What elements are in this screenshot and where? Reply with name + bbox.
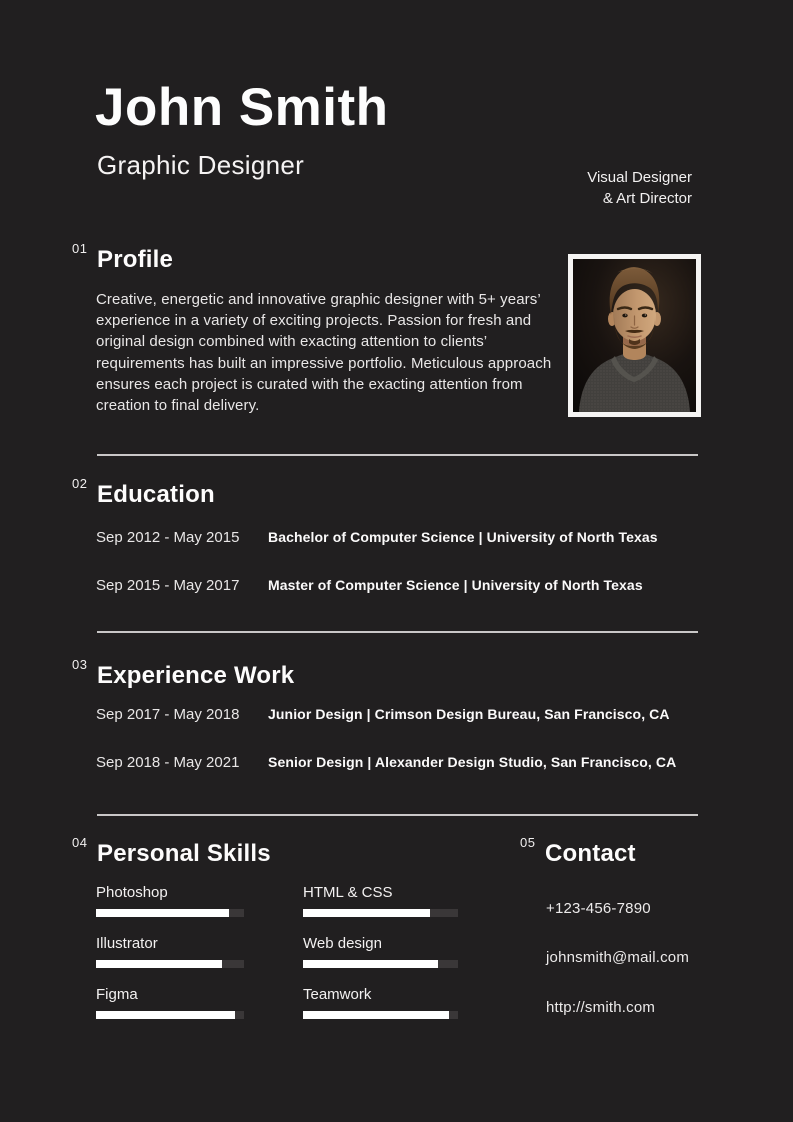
- skill-bar-fill: [96, 909, 229, 917]
- skill-item: [96, 884, 244, 917]
- skill-bar-fill: [303, 909, 430, 917]
- skill-item: [303, 884, 458, 917]
- section-heading-contact: [520, 835, 636, 868]
- skill-bar-track: [96, 909, 244, 917]
- section-heading-experience: [72, 657, 295, 690]
- role-subtitle: Graphic Designer: [97, 150, 305, 180]
- skill-item: [96, 935, 244, 968]
- skill-label: HTML & CSS: [303, 884, 393, 901]
- skill-bar-fill: [303, 960, 438, 968]
- skill-bar-track: [303, 960, 458, 968]
- job-detail: Senior Design | Alexander Design Studio, San Francisco, CA: [268, 754, 677, 770]
- section-title-profile: Profile: [97, 246, 174, 273]
- section-number-contact: 05: [520, 835, 536, 850]
- section-divider: [97, 814, 698, 816]
- skill-bar-fill: [303, 1011, 449, 1019]
- section-number-education: 02: [72, 476, 88, 491]
- date-range: Sep 2018 - May 2021: [96, 754, 240, 771]
- section-title-skills: Personal Skills: [97, 840, 271, 867]
- section-heading-skills: [72, 835, 271, 868]
- date-range: Sep 2017 - May 2018: [96, 706, 240, 723]
- degree-detail: Master of Computer Science | University of North Texas: [268, 577, 643, 593]
- section-heading-education: [72, 476, 215, 509]
- skill-bar-track: [96, 960, 244, 968]
- section-title-experience: Experience Work: [97, 662, 295, 689]
- contact-website: http://smith.com: [546, 999, 656, 1016]
- skill-label: Photoshop: [96, 884, 168, 901]
- skill-bar-track: [303, 909, 458, 917]
- degree-detail: Bachelor of Computer Science | University of North Texas: [268, 529, 658, 545]
- education-row: [96, 529, 658, 546]
- contact-phone: +123-456-7890: [546, 900, 651, 917]
- section-number-experience: 03: [72, 657, 88, 672]
- section-divider: [97, 454, 698, 456]
- education-row: [96, 577, 643, 594]
- job-detail: Junior Design | Crimson Design Bureau, San Francisco, CA: [268, 706, 670, 722]
- skill-label: Teamwork: [303, 986, 372, 1003]
- skill-bar-fill: [96, 960, 222, 968]
- tagline-line-1: Visual Designer: [587, 169, 692, 186]
- tagline-line-2: & Art Director: [602, 190, 692, 207]
- section-title-contact: Contact: [545, 840, 636, 867]
- experience-row: [96, 706, 670, 723]
- section-heading-profile: [72, 241, 174, 274]
- date-range: Sep 2012 - May 2015: [96, 529, 240, 546]
- contact-email: johnsmith@mail.com: [546, 949, 690, 966]
- experience-row: [96, 754, 676, 771]
- profile-photo: [568, 254, 701, 417]
- name-heading: John Smith: [95, 78, 389, 137]
- section-divider: [97, 631, 698, 633]
- man-portrait-image: [573, 259, 696, 412]
- section-number-skills: 04: [72, 835, 88, 850]
- profile-paragraph: Creative, energetic and innovative graphic designer with 5+ years’ experience in a variety of exciting projects. Passion for fresh and original design combined with exacting attention to clients’ requirements has built an impressive portfolio. Meticulous approach ensures each project is curated with the exacting attention from creation to final delivery.: [96, 291, 552, 415]
- skill-bar-track: [303, 1011, 458, 1019]
- section-number-profile: 01: [72, 241, 88, 256]
- tagline: [587, 167, 692, 209]
- skill-label: Figma: [96, 986, 138, 1003]
- skill-bar-fill: [96, 1011, 235, 1019]
- skill-item: [303, 935, 458, 968]
- date-range: Sep 2015 - May 2017: [96, 577, 240, 594]
- skill-bar-track: [96, 1011, 244, 1019]
- skill-item: [96, 986, 244, 1019]
- skill-label: Illustrator: [96, 935, 158, 952]
- skill-item: [303, 986, 458, 1019]
- skill-label: Web design: [303, 935, 382, 952]
- section-title-education: Education: [97, 481, 215, 508]
